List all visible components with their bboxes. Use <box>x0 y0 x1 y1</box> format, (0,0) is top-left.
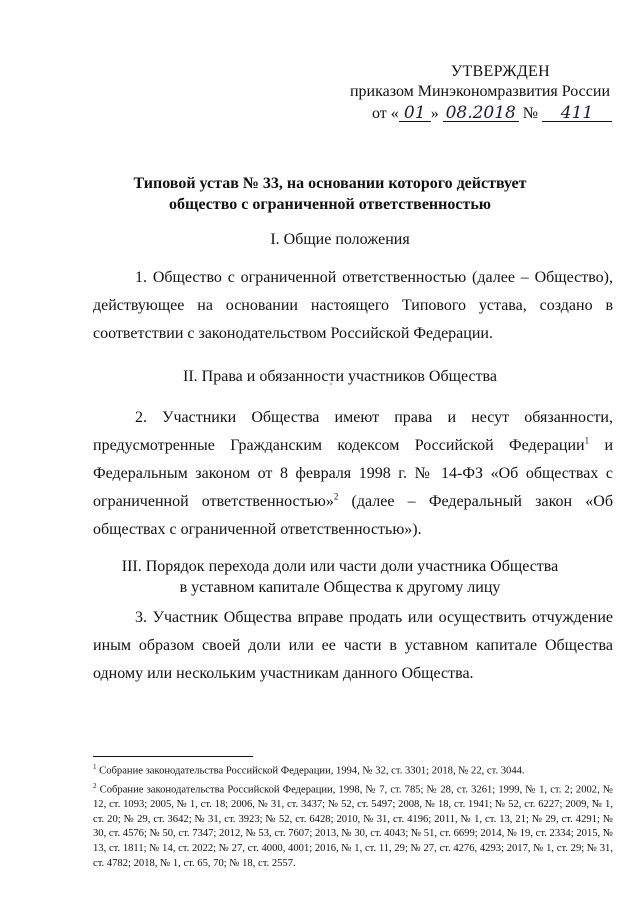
approval-date-line <box>340 104 612 124</box>
approval-day: 01 <box>399 105 431 122</box>
footnote-separator <box>93 756 253 757</box>
footnote-1-text: Собрание законодательства Российской Федерации, 1994, № 32, ст. 3301; 2018, № 22, ст. 3044. <box>96 765 525 777</box>
footnote-2-text: Собрание законодательства Российской Федерации, 1998, № 7, ст. 785; № 28, ст. 3261; 1999, № 1, ст. 2; 2002, № 12, ст. 1093; 2005, № 1, ст. 18; 2006, № 31, ст. 3437; № 52, ст. 5497; 2008, № 18, ст. 1941; № 52, ст. 6227; 2009, № 1, ст. 20; № 29, ст. 3642; № 31, ст. 3923; № 52, ст. 6428; 2010, № 31, ст. 4196; 2011, № 1, ст. 13, 21; № 29, ст. 4291; № 30, ст. 4576; № 50, ст. 7347; 2012, № 53, ст. 7607; 2013, № 30, ст. 4043; № 51, ст. 6699; 2014, № 19, ст. 2334; 2015, № 13, ст. 1811; № 14, ст. 2022; № 27, ст. 4000, 4001; 2016, № 1, ст. 11, 29; № 27, ст. 4276, 4293; 2017, № 1, ст. 29; № 31, ст. 4782; 2018, № 1, ст. 65, 70; № 18, ст. 2557. <box>93 784 613 869</box>
approval-from-label: от « <box>371 105 399 122</box>
section3-heading-line1: III. Порядок перехода доли или части доли участника Общества <box>121 558 559 575</box>
section3-heading-line2: в уставном капитале Общества к другому лицу <box>179 579 501 596</box>
paragraph-2 <box>93 404 613 544</box>
paragraph-2-text-b: и Федеральным законом от 8 февраля 1998 г. № 14-ФЗ «Об обществах с ограниченной ответственностью» <box>93 437 614 510</box>
footnote-2 <box>93 779 613 871</box>
section3-heading <box>60 556 620 598</box>
section2-heading: II. Права и обязанности участников Общества <box>183 368 497 385</box>
paragraph-2-text-a: 2. Участники Общества имеют права и несут обязанности, предусмотренные Гражданским кодексом Российской Федерации <box>93 409 613 454</box>
footnote-1 <box>93 760 613 779</box>
document-title <box>60 173 600 215</box>
paragraph-3-text: 3. Участник Общества вправе продать или осуществить отчуждение иным образом своей доли или ее части в уставном капитале Общества одному или нескольким участникам данного Общества. <box>93 609 613 682</box>
approval-quote-close: » <box>430 105 439 122</box>
document-title-line2: общество с ограниченной ответственностью <box>168 196 491 213</box>
paragraph-2-text-c: (далее – Федеральный закон «Об обществах с ограниченной ответственностью»). <box>93 493 613 538</box>
paragraph-1 <box>93 264 613 348</box>
footnote-2-mark: 2 <box>93 782 97 791</box>
approval-number-sign: № <box>522 105 538 122</box>
approval-order-text: приказом Минэкономразвития России <box>349 83 610 100</box>
footnote-ref-2: 2 <box>333 491 339 502</box>
footnote-ref-1: 1 <box>584 435 590 446</box>
section1-heading: I. Общие положения <box>270 231 410 248</box>
approval-date: 08.2018 <box>443 105 519 122</box>
document-title-line1: Типовой устав № 33, на основании которого действует <box>133 175 527 192</box>
approval-title: УТВЕРЖДЕН <box>450 63 550 80</box>
approval-stamp <box>340 62 612 124</box>
paragraph-3 <box>93 604 613 688</box>
paragraph-1-text: 1. Общество с ограниченной ответственностью (далее – Общество), действующее на основании настоящего Типового устава, создано в соответствии с законодательством Российской Федерации. <box>93 269 613 342</box>
approval-number: 411 <box>542 105 612 122</box>
footnote-1-mark: 1 <box>93 763 97 771</box>
footnotes <box>93 760 613 871</box>
